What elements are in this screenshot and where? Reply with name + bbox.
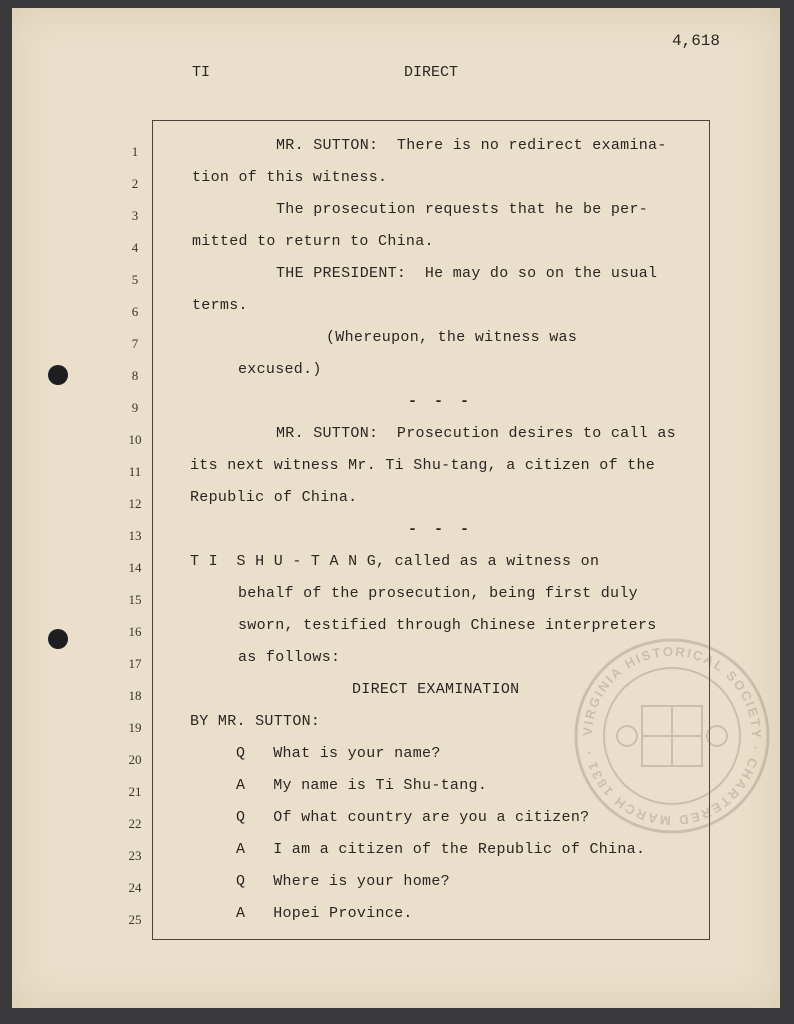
line-number: 8 [131, 368, 139, 383]
transcript-line: tion of this witness. [192, 169, 388, 186]
question-line: Q Of what country are you a citizen? [236, 809, 590, 826]
line-number: 15 [128, 592, 142, 607]
transcript-line: behalf of the prosecution, being first duly [238, 585, 638, 602]
line-number: 1 [131, 144, 139, 159]
line-number: 20 [128, 752, 142, 767]
transcript-line: as follows: [238, 649, 341, 666]
transcript-line: The prosecution requests that he be per- [276, 201, 649, 218]
transcript-line: MR. SUTTON: Prosecution desires to call as [276, 425, 676, 442]
binder-hole [48, 365, 68, 385]
transcript-line: mitted to return to China. [192, 233, 434, 250]
line-number: 11 [128, 464, 142, 479]
line-number: 24 [128, 880, 142, 895]
line-number: 9 [131, 400, 139, 415]
answer-line: A My name is Ti Shu-tang. [236, 777, 488, 794]
transcript-line: Republic of China. [190, 489, 358, 506]
transcript-line: T I S H U - T A N G, called as a witness on [190, 553, 600, 570]
line-number: 19 [128, 720, 142, 735]
transcript-line: (Whereupon, the witness was [326, 329, 578, 346]
section-divider: - - - [408, 393, 474, 410]
transcript-line: excused.) [238, 361, 322, 378]
line-number: 3 [131, 208, 139, 223]
answer-line: A Hopei Province. [236, 905, 413, 922]
answer-line: A I am a citizen of the Republic of China. [236, 841, 646, 858]
line-number: 18 [128, 688, 142, 703]
line-number: 22 [128, 816, 142, 831]
transcript-line: sworn, testified through Chinese interpreters [238, 617, 657, 634]
svg-text:VIRGINIA HISTORICAL SOCIETY ·: VIRGINIA HISTORICAL SOCIETY · CHARTERED MARCH 1831 · [579, 643, 765, 829]
line-number: 16 [128, 624, 142, 639]
header-witness-name: TI [192, 64, 211, 81]
line-number: 5 [131, 272, 139, 287]
line-number: 10 [128, 432, 142, 447]
transcript-line: its next witness Mr. Ti Shu-tang, a citizen of the [190, 457, 656, 474]
page-number: 4,618 [672, 32, 721, 50]
transcript-line: BY MR. SUTTON: [190, 713, 321, 730]
transcript-line: terms. [192, 297, 248, 314]
line-number: 14 [128, 560, 142, 575]
transcript-line: THE PRESIDENT: He may do so on the usual [276, 265, 658, 282]
section-heading: DIRECT EXAMINATION [352, 681, 520, 698]
line-number: 7 [131, 336, 139, 351]
line-number: 17 [128, 656, 142, 671]
transcript-line: MR. SUTTON: There is no redirect examina- [276, 137, 667, 154]
question-line: Q What is your name? [236, 745, 441, 762]
line-number: 21 [128, 784, 142, 799]
line-number: 6 [131, 304, 139, 319]
line-number: 23 [128, 848, 142, 863]
line-number: 25 [128, 912, 142, 927]
line-number: 4 [131, 240, 139, 255]
section-divider: - - - [408, 521, 474, 538]
header-section: DIRECT [404, 64, 459, 81]
line-number: 13 [128, 528, 142, 543]
line-number: 12 [128, 496, 142, 511]
line-number: 2 [131, 176, 139, 191]
binder-hole [48, 629, 68, 649]
society-seal-icon [572, 636, 772, 836]
question-line: Q Where is your home? [236, 873, 450, 890]
